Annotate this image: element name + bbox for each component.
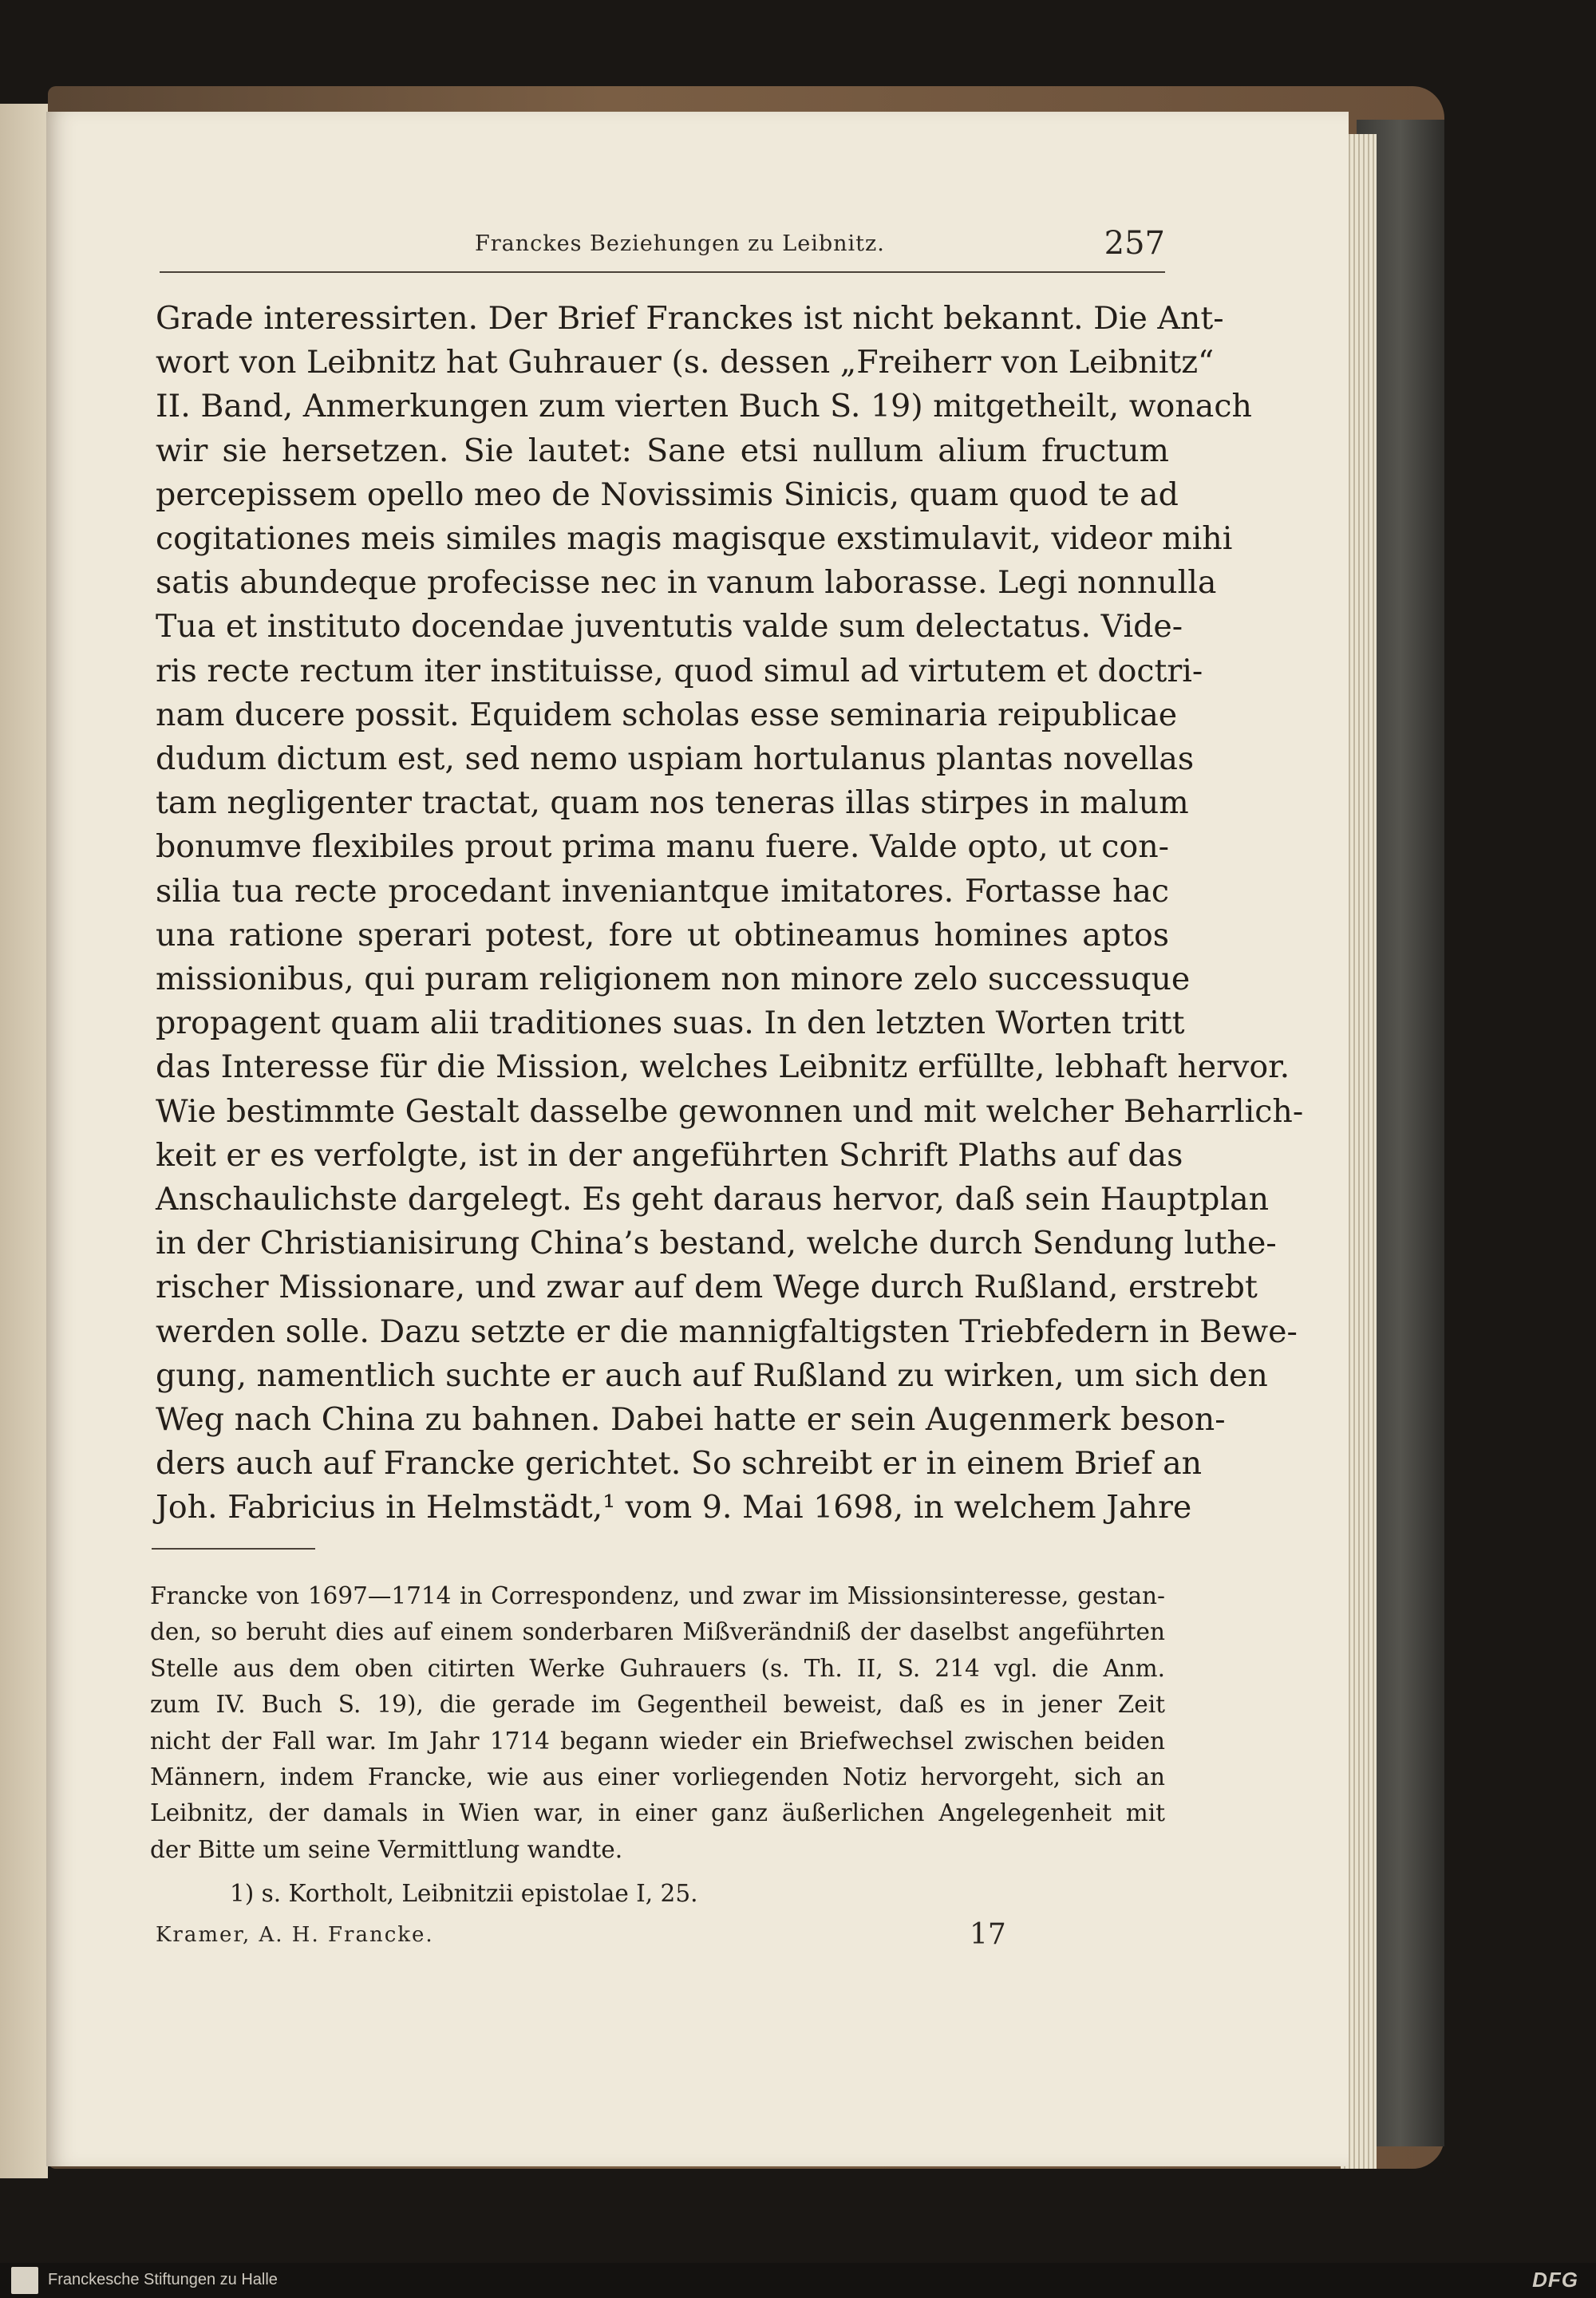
signature-line bbox=[156, 1918, 1006, 1955]
facing-page-edge bbox=[0, 104, 48, 2178]
header-rule bbox=[160, 271, 1165, 273]
footnote-line: Francke von 1697—1714 in Correspondenz, und zwar im Missionsinteresse, gestan- bbox=[150, 1582, 1165, 1609]
footnote-line: den, so beruht dies auf einem sonderbaren Mißverändniß der daselbst angeführten bbox=[150, 1618, 1165, 1646]
body-line: missionibus, qui puram religionem non minore zelo successuque bbox=[156, 961, 1191, 998]
body-line: percepissem opello meo de Novissimis Sinicis, quam quod te ad bbox=[156, 476, 1179, 513]
footnote-line: Männern, indem Francke, wie aus einer vorliegenden Notiz hervorgeht, sich an bbox=[150, 1763, 1165, 1791]
body-line: wort von Leibnitz hat Guhrauer (s. dessen „Freiherr von Leibnitz“ bbox=[156, 344, 1215, 381]
body-line: nam ducere possit. Equidem scholas esse seminaria reipublicae bbox=[156, 696, 1178, 733]
body-line: Weg nach China zu bahnen. Dabei hatte er sein Augenmerk beson- bbox=[156, 1401, 1226, 1439]
footnote-1: 1) s. Kortholt, Leibnitzii epistolae I, 25. bbox=[230, 1880, 698, 1908]
body-line: dudum dictum est, sed nemo uspiam hortulanus plantas novellas bbox=[156, 740, 1195, 778]
body-line: Tua et instituto docendae juventutis valde sum delectatus. Vide- bbox=[156, 608, 1183, 646]
footnote-line: Stelle aus dem oben citirten Werke Guhrauers (s. Th. II, S. 214 vgl. die Anm. bbox=[150, 1654, 1165, 1682]
body-line: werden solle. Dazu setzte er die mannigfaltigsten Triebfedern in Bewe- bbox=[156, 1313, 1298, 1350]
footnote-line: zum IV. Buch S. 19), die gerade im Gegentheil beweist, daß es in jener Zeit bbox=[150, 1691, 1165, 1719]
body-line: Anschaulichste dargelegt. Es geht daraus hervor, daß sein Hauptplan bbox=[156, 1181, 1270, 1218]
body-line: keit er es verfolgte, ist in der angeführten Schrift Plaths auf das bbox=[156, 1136, 1183, 1174]
body-line: bonumve flexibiles prout prima manu fuere. Valde opto, ut con- bbox=[156, 828, 1169, 866]
body-line: gung, namentlich suchte er auch auf Rußland zu wirken, um sich den bbox=[156, 1356, 1268, 1394]
body-line: rischer Missionare, und zwar auf dem Wege durch Rußland, erstrebt bbox=[156, 1269, 1258, 1306]
footnote-line: nicht der Fall war. Im Jahr 1714 begann wieder ein Briefwechsel zwischen beiden bbox=[150, 1727, 1165, 1755]
viewer-footer bbox=[0, 2263, 1596, 2298]
body-line: Grade interessirten. Der Brief Franckes ist nicht bekannt. Die Ant- bbox=[156, 300, 1224, 337]
body-line: satis abundeque profecisse nec in vanum laborasse. Legi nonnulla bbox=[156, 564, 1217, 602]
body-line: cogitationes meis similes magis magisque exstimulavit, videor mihi bbox=[156, 520, 1233, 558]
footnote-line: Leibnitz, der damals in Wien war, in einer ganz äußerlichen Angelegenheit mit bbox=[150, 1799, 1165, 1827]
body-line: das Interesse für die Mission, welches Leibnitz erfüllte, lebhaft hervor. bbox=[156, 1048, 1290, 1086]
body-line: Joh. Fabricius in Helmstädt,¹ vom 9. Mai 1698, in welchem Jahre bbox=[156, 1489, 1192, 1526]
institution-name: Franckesche Stiftungen zu Halle bbox=[48, 2271, 278, 2288]
page-header bbox=[160, 214, 1165, 278]
body-line: Wie bestimmte Gestalt dasselbe gewonnen und mit welcher Beharrlich- bbox=[156, 1092, 1304, 1130]
dfg-logo: DFG bbox=[1532, 2268, 1578, 2292]
body-line: II. Band, Anmerkungen zum vierten Buch S. 19) mitgetheilt, wonach bbox=[156, 388, 1252, 425]
body-line: silia tua recte procedant inveniantque imitatores. Fortasse hac bbox=[156, 872, 1169, 910]
body-line: tam negligenter tractat, quam nos teneras illas stirpes in malum bbox=[156, 784, 1189, 822]
footnote-separator bbox=[152, 1548, 315, 1550]
body-line: propagent quam alii traditiones suas. In den letzten Worten tritt bbox=[156, 1005, 1185, 1042]
body-line: una ratione sperari potest, fore ut obtineamus homines aptos bbox=[156, 916, 1169, 954]
body-line: wir sie hersetzen. Sie lautet: Sane etsi nullum alium fructum bbox=[156, 432, 1169, 469]
body-line: ris recte rectum iter instituisse, quod simul ad virtutem et doctri- bbox=[156, 652, 1203, 689]
body-line: in der Christianisirung China’s bestand, welche durch Sendung luthe- bbox=[156, 1225, 1277, 1262]
footnote-line: der Bitte um seine Vermittlung wandte. bbox=[150, 1835, 623, 1863]
sheet-number: 17 bbox=[970, 1918, 1006, 1951]
footnotes bbox=[150, 1578, 1165, 1913]
signature-author: Kramer, A. H. Francke. bbox=[156, 1923, 434, 1947]
body-text bbox=[156, 297, 1304, 1530]
body-line: ders auch auf Francke gerichtet. So schreibt er in einem Brief an bbox=[156, 1445, 1203, 1483]
page-number: 257 bbox=[1104, 225, 1165, 262]
institution-logo-icon bbox=[11, 2267, 38, 2294]
footnote-continuation bbox=[150, 1578, 1165, 1868]
running-title: Franckes Beziehungen zu Leibnitz. bbox=[475, 231, 885, 256]
